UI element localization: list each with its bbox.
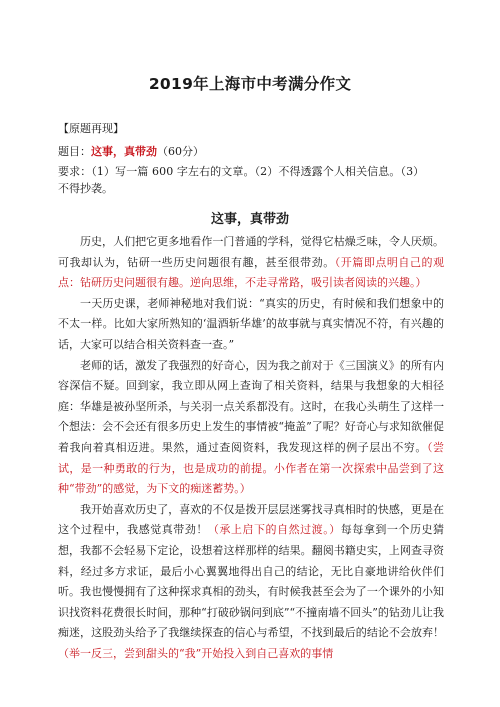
paragraph-2-text: 一天历史课，老师神秘地对我们说：“真实的历史，有时候和我们想象中的不太一样。比如大家所熟知的‘温酒斩华雄’的故事就与真实情况不符，有兴趣的话，大家可以结合相关资料查一查。” (58, 296, 444, 351)
topic-title: 这事，真带劲 (91, 145, 157, 158)
section-label: 【原题再现】 (58, 122, 124, 135)
essay-body (58, 232, 444, 664)
paragraph-4-comment-b: （举一反三，尝到甜头的“我”开始投入到自己喜欢的事情 (58, 646, 334, 660)
paragraph-4-text-b: 每每拿到一个历史猜想，我都不会轻易下定论，设想着这样那样的结果。翻阅书籍史实，上网查寻资料，经过多方求证，最后小心翼翼地得出自己的结论，无比自豪地讲给伙伴们听。我也慢慢拥有了这种探求真相的劲头，有时候我甚至会为了一个课外的小知识找资料花费很长时间，那种“打破砂锅问到底”“不撞南墙不回头”的钻劲儿让我痴迷，这股劲头给予了我继续探查的信心与希望，不找到最后的结论不会放弃！ (58, 523, 445, 640)
topic-prefix: 题目： (58, 145, 91, 158)
requirement-line-1: 要求：（1）写一篇 600 字左右的文章。（2）不得透露个人相关信息。（3） (58, 165, 425, 178)
paragraph-3-text: 老师的话，激发了我强烈的好奇心，因为我之前对于《三国演义》的所有内容深信不疑。回到家，我立即从网上查询了相关资料，结果与我想象的大相径庭：华雄是被孙坚所杀，与关羽一点关系都没有。这时，在我心头萌生了这样一个想法：会不会还有很多历史上发生的事情被“掩盖”了呢？好奇心与求知欲催促着我向着真相迈进。果然，通过查阅资料，我发现这样的例子层出不穷。 (58, 358, 444, 454)
topic-line (58, 144, 444, 160)
document-title: 2019年上海市中考满分作文 (148, 75, 352, 93)
paragraph-4-text-a: 我开始喜欢历史了，喜欢的不仅是拨开层层迷雾找寻真相时的快感，更是在这个过程中，我感觉真带劲！ (58, 502, 444, 537)
paragraph-3-comment: （尝试，是一种勇敢的行为，也是成功的前提。小作者在第一次探索中品尝到了这种“带劲”的感觉，为下文的痴迷蓄势。） (58, 440, 444, 496)
paragraph-2 (58, 294, 444, 356)
paragraph-1-text: 历史，人们把它更多地看作一门普通的学科，觉得它枯燥乏味，令人厌烦。可我却认为，钻研一些历史问题很有趣，甚至很带劲。 (58, 235, 444, 269)
essay-title: 这事，真带劲 (210, 212, 289, 227)
paragraph-1 (58, 232, 444, 294)
paragraph-3 (58, 356, 444, 500)
paragraph-4-comment-a: （承上启下的自然过渡。） (207, 523, 341, 537)
requirement-line-2: 不得抄袭。 (58, 182, 113, 195)
topic-score: （60分） (157, 145, 204, 158)
paragraph-1-comment: （开篇即点明自己的观点：钻研历史问题很有趣。逆向思维，不走寻常路，吸引读者阅读的兴趣。） (58, 255, 445, 290)
paragraph-4 (58, 500, 444, 665)
